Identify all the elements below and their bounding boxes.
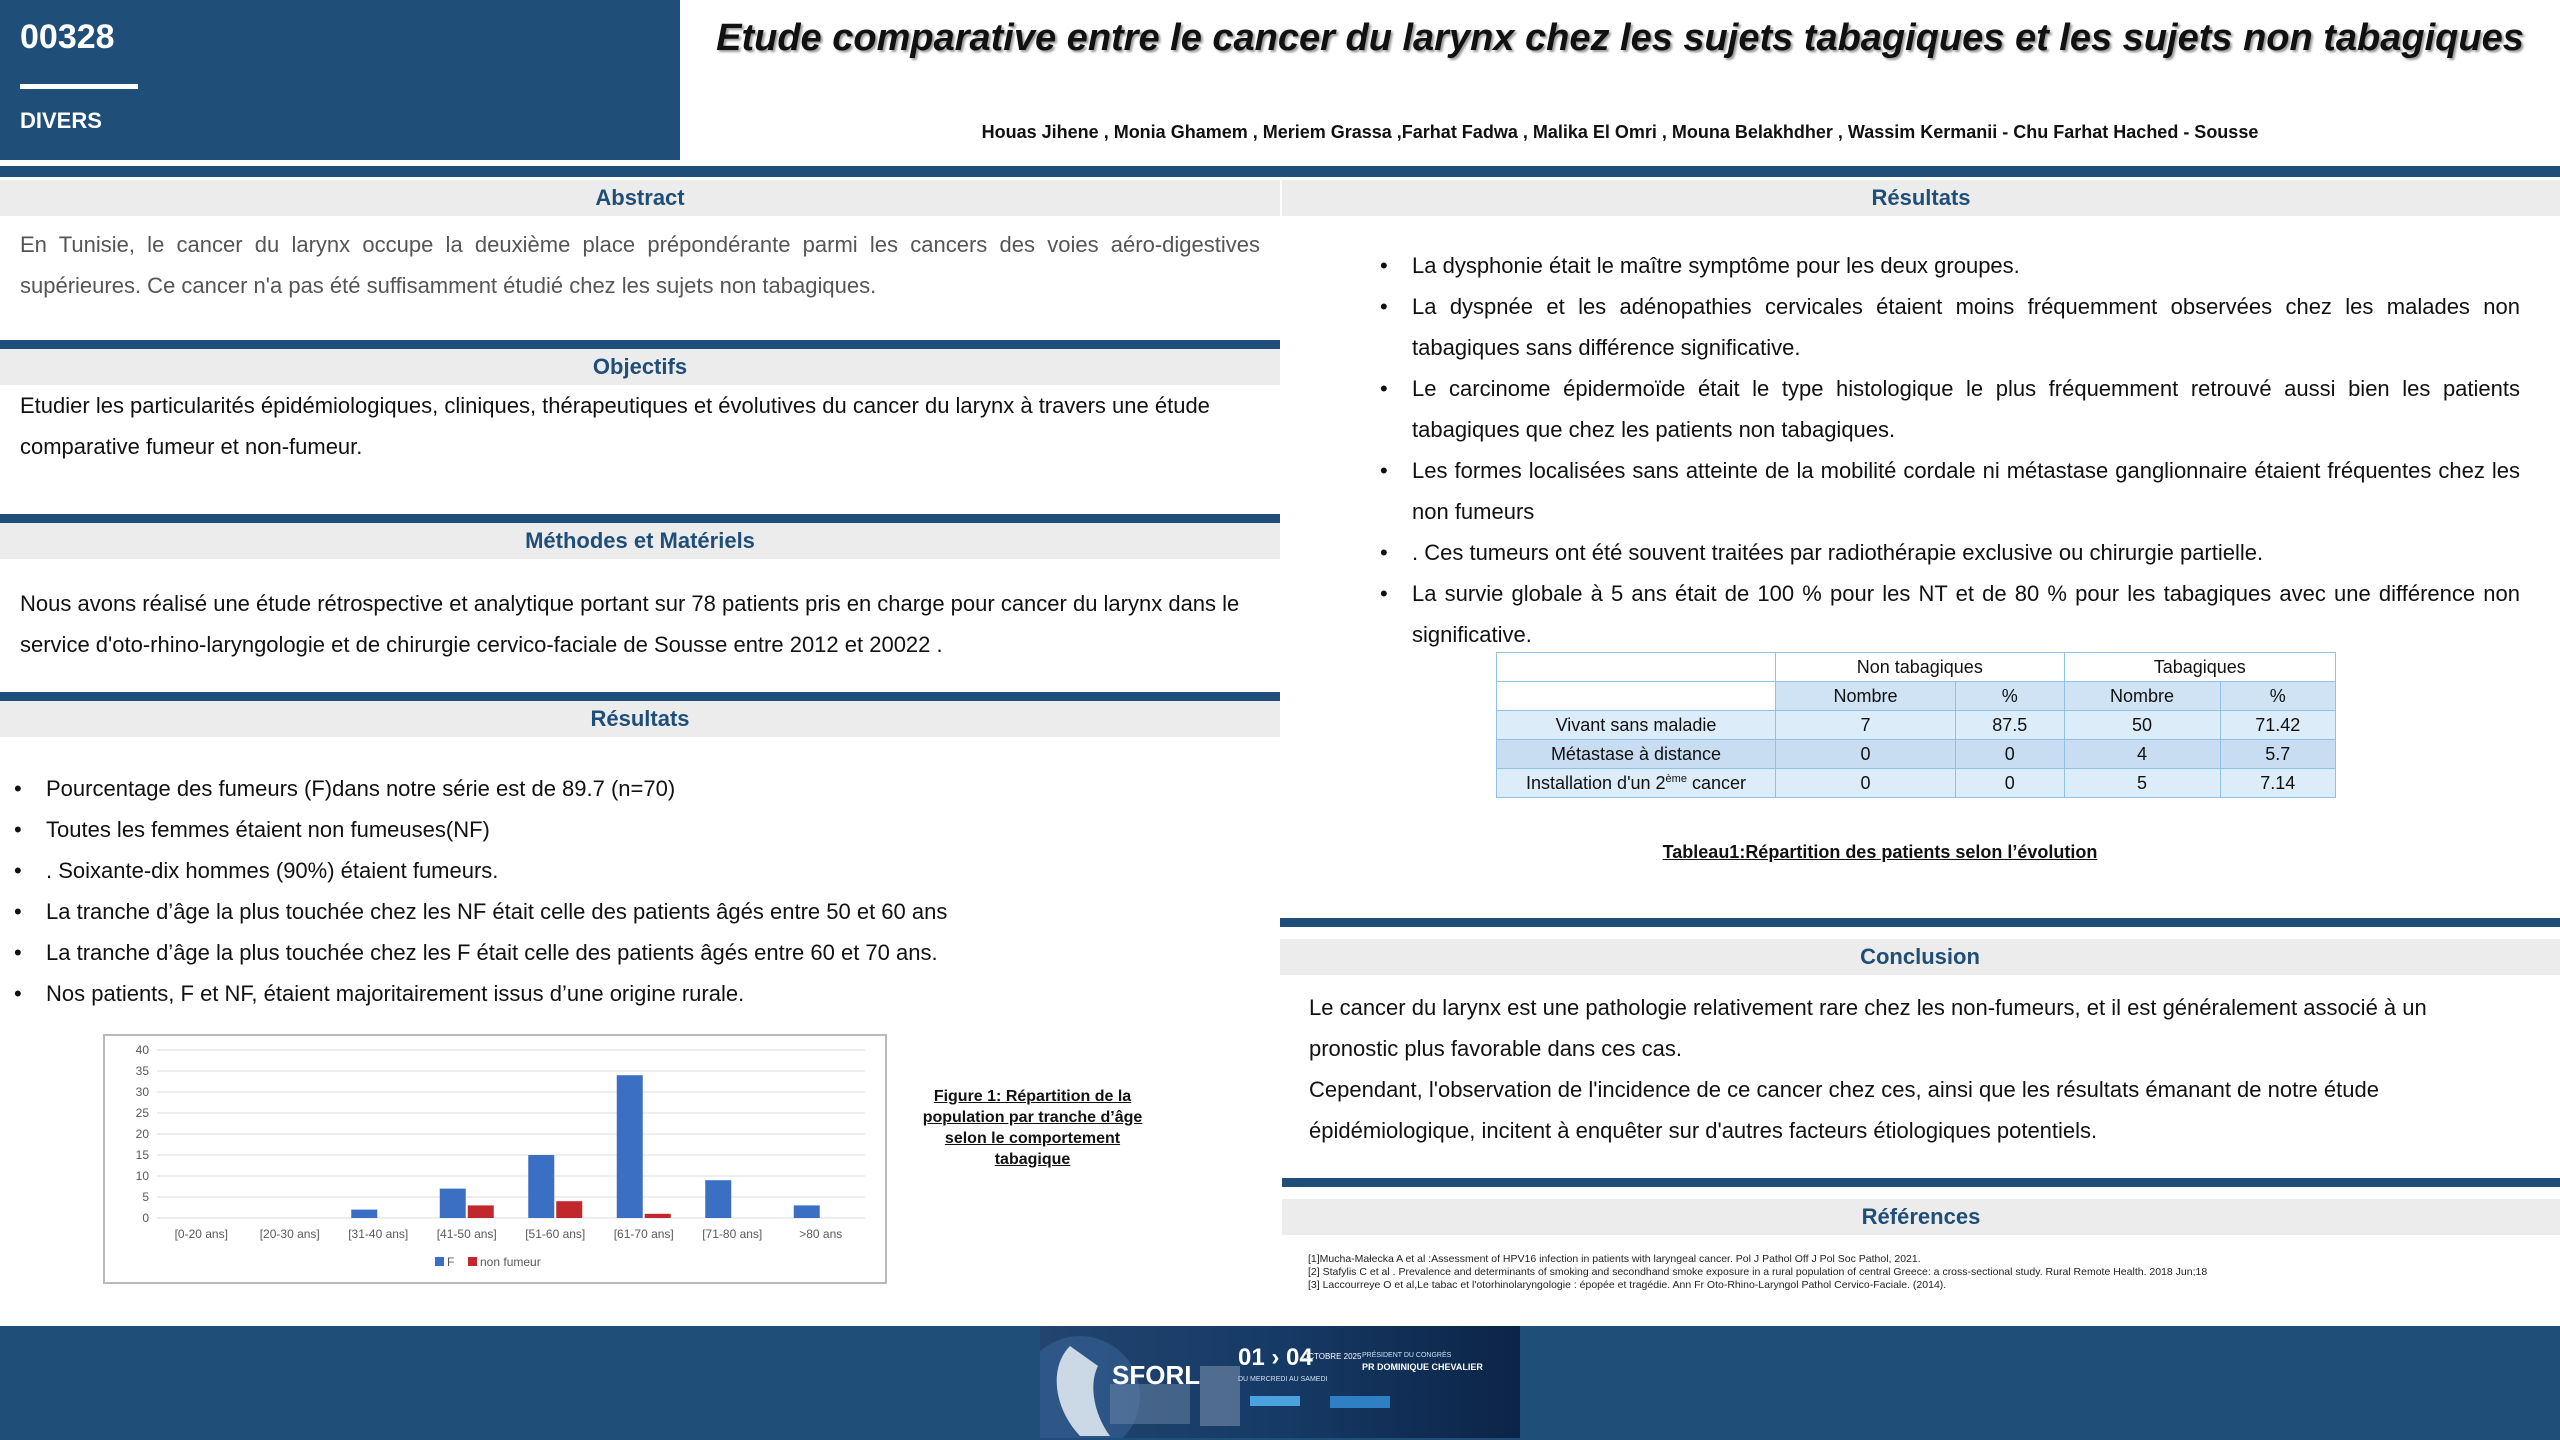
poster-id-box	[0, 0, 680, 160]
table-cell: 0	[1776, 740, 1956, 769]
list-item: • Nos patients, F et NF, étaient majoritairement issus d’une origine rurale.	[46, 973, 1256, 1014]
table-row	[1497, 711, 2336, 740]
x-tick-label: [0-20 ans]	[174, 1227, 228, 1241]
x-tick-label: [20-30 ans]	[259, 1227, 320, 1241]
list-item: • La tranche d’âge la plus touchée chez les NF était celle des patients âgés entre 50 et 60 ans	[46, 891, 1256, 932]
resultats-left-section	[0, 692, 1280, 737]
table-row	[1497, 769, 2336, 798]
bar-F	[794, 1205, 820, 1218]
references-heading: Références	[1282, 1199, 2560, 1235]
y-tick-label: 40	[135, 1043, 149, 1057]
bar-F	[528, 1155, 554, 1218]
bar-non-fumeur	[556, 1201, 582, 1218]
bar-non-fumeur	[645, 1214, 671, 1218]
poster-number: 00328	[20, 18, 115, 56]
bar-non-fumeur	[468, 1205, 494, 1218]
congress-banner	[1040, 1326, 1520, 1438]
methodes-section	[0, 514, 1280, 665]
resultats-right-heading: Résultats	[1282, 180, 2560, 216]
table-cell: 7	[1776, 711, 1956, 740]
section-divider	[0, 514, 1280, 523]
table-cell: 7.14	[2220, 769, 2335, 798]
table-group-header: Non tabagiques	[1776, 653, 2065, 682]
list-item: • Pourcentage des fumeurs (F)dans notre série est de 89.7 (n=70)	[46, 768, 1256, 809]
list-item: • . Soixante-dix hommes (90%) étaient fumeurs.	[46, 850, 1256, 891]
banner-logo: SFORL	[1112, 1360, 1201, 1390]
section-divider	[1280, 918, 2560, 927]
id-divider	[20, 84, 138, 89]
x-tick-label: >80 ans	[799, 1227, 843, 1241]
y-tick-label: 5	[142, 1190, 149, 1204]
chart-canvas	[105, 1036, 885, 1282]
reference-item: [3] Laccourreye O et al,Le tabac et l'otorhinolaryngologie : épopée et tragédie. Ann Fr Oto-Rhino-Laryngol Pathol Cervico-Faciale. (2014).	[1308, 1279, 1947, 1291]
list-item: • La dysphonie était le maître symptôme pour les deux groupes.	[1412, 245, 2520, 286]
row-label-end: cancer	[1686, 772, 1746, 793]
age-distribution-chart	[103, 1034, 887, 1284]
table-cell: 0	[1955, 740, 2064, 769]
resultats-left-list	[46, 768, 1256, 1014]
list-item: • Les formes localisées sans atteinte de la mobilité cordale ni métastase ganglionnaire étaient fréquentes chez les non fumeurs	[1412, 450, 2520, 532]
banner-month: OCTOBRE 2025	[1302, 1352, 1362, 1361]
banner-dates: 01 › 04	[1238, 1344, 1313, 1371]
list-item: • . Ces tumeurs ont été souvent traitées par radiothérapie exclusive ou chirurgie partielle.	[1412, 532, 2520, 573]
references-section	[1282, 1178, 2560, 1292]
bar-F	[440, 1189, 466, 1218]
table-cell: 0	[1776, 769, 1956, 798]
abstract-text: En Tunisie, le cancer du larynx occupe la deuxième place prépondérante parmi les cancers des voies aéro-digestives supérieures. Ce cancer n'a pas été suffisamment étudié chez les sujets non tabagiques.	[20, 232, 1260, 298]
references-list	[1282, 1235, 2560, 1292]
objectifs-heading: Objectifs	[0, 349, 1280, 385]
banner-president: PR DOMINIQUE CHEVALIER	[1362, 1362, 1483, 1372]
x-tick-label: [31-40 ans]	[348, 1227, 409, 1241]
row-label-sup: ème	[1665, 772, 1687, 785]
x-tick-label: [41-50 ans]	[436, 1227, 497, 1241]
list-item: • Toutes les femmes étaient non fumeuses(NF)	[46, 809, 1256, 850]
objectifs-text: Etudier les particularités épidémiologiques, cliniques, thérapeutiques et évolutives du cancer du larynx à travers une étude comparative fumeur et non-fumeur.	[20, 393, 1210, 459]
row-label-text: Installation d'un 2	[1526, 772, 1666, 793]
bar-F	[617, 1075, 643, 1218]
figure-caption: Figure 1: Répartition de la population par tranche d’âge selon le comportement tabagique	[922, 1088, 1143, 1168]
table-subheader: %	[1955, 682, 2064, 711]
list-item: • La dyspnée et les adénopathies cervicales étaient moins fréquemment observées chez les malades non tabagiques sans différence significative.	[1412, 286, 2520, 368]
table-corner	[1497, 682, 1776, 711]
y-tick-label: 35	[135, 1064, 149, 1078]
reference-item: [2] Stafylis C et al . Prevalence and determinants of smoking and secondhand smoke exposure in a rural population of central Greece: a cross-sectional study. Rural Remote Health. 2018 Jun;18	[1308, 1266, 2208, 1278]
conclusion-section	[1280, 918, 2560, 1151]
conclusion-heading: Conclusion	[1280, 939, 2560, 975]
poster-authors: Houas Jihene , Monia Ghamem , Meriem Grassa ,Farhat Fadwa , Malika El Omri , Mouna Belakhdher , Wassim Kermanii - Chu Farhat Hached - Sousse	[981, 122, 2259, 142]
x-tick-label: [71-80 ans]	[702, 1227, 763, 1241]
reference-item: [1]Mucha-Małecka A et al :Assessment of HPV16 infection in patients with laryngeal cancer. Pol J Pathol Off J Pol Soc Pathol, 2021.	[1308, 1253, 1921, 1265]
y-tick-label: 20	[135, 1127, 149, 1141]
section-divider	[1282, 1178, 2560, 1187]
list-item: • La tranche d’âge la plus touchée chez les F était celle des patients âgés entre 60 et 70 ans.	[46, 932, 1256, 973]
poster-category: DIVERS	[20, 108, 102, 133]
table-cell: 71.42	[2220, 711, 2335, 740]
table-cell: 50	[2064, 711, 2220, 740]
resultats-left-heading: Résultats	[0, 701, 1280, 737]
methodes-heading: Méthodes et Matériels	[0, 523, 1280, 559]
abstract-heading: Abstract	[0, 180, 1280, 216]
list-item: • Le carcinome épidermoïde était le type histologique le plus fréquemment retrouvé aussi bien les patients tabagiques que chez les patients non tabagiques.	[1412, 368, 2520, 450]
table-cell: 4	[2064, 740, 2220, 769]
resultats-right-section	[1282, 180, 2560, 216]
conclusion-p2: Cependant, l'observation de l'incidence de ce cancer chez ces, ainsi que les résultats émanant de notre étude épidémiologique, incitent à enquêter sur d'autres facteurs étiologiques potentiels.	[1309, 1077, 2379, 1143]
evolution-table	[1496, 652, 2336, 798]
legend-label: non fumeur	[480, 1255, 541, 1269]
table-subheader: Nombre	[2064, 682, 2220, 711]
x-tick-label: [51-60 ans]	[525, 1227, 586, 1241]
table-corner	[1497, 653, 1776, 682]
methodes-text: Nous avons réalisé une étude rétrospective et analytique portant sur 78 patients pris en charge pour cancer du larynx dans le service d'oto-rhino-laryngologie et de chirurgie cervico-faciale de Sousse entre 2012 et 20022 .	[20, 591, 1240, 657]
section-divider	[0, 692, 1280, 701]
banner-sub: DU MERCREDI AU SAMEDI	[1238, 1376, 1328, 1383]
table-cell: 5.7	[2220, 740, 2335, 769]
legend-label: F	[447, 1255, 455, 1269]
y-tick-label: 25	[135, 1106, 149, 1120]
list-item: • La survie globale à 5 ans était de 100 % pour les NT et de 80 % pour les tabagiques avec une différence non significative.	[1412, 573, 2520, 655]
resultats-right-list	[1412, 245, 2520, 655]
row-label: Vivant sans maladie	[1497, 711, 1776, 740]
banner-president-label: PRÉSIDENT DU CONGRÈS	[1362, 1352, 1452, 1359]
y-tick-label: 15	[135, 1148, 149, 1162]
table-subheader: Nombre	[1776, 682, 1956, 711]
legend-swatch	[435, 1257, 444, 1266]
table-subheader: %	[2220, 682, 2335, 711]
poster-title: Etude comparative entre le cancer du larynx chez les sujets tabagiques et les sujets non tabagiques	[716, 17, 2524, 59]
table-group-header: Tabagiques	[2064, 653, 2335, 682]
conclusion-p1: Le cancer du larynx est une pathologie relativement rare chez les non-fumeurs, et il est généralement associé à un pronostic plus favorable dans ces cas.	[1309, 995, 2427, 1061]
table-cell: 5	[2064, 769, 2220, 798]
table-cell: 0	[1955, 769, 2064, 798]
table-caption: Tableau1:Répartition des patients selon l’évolution	[1662, 842, 2098, 862]
header-divider	[0, 166, 2560, 177]
row-label: Métastase à distance	[1497, 740, 1776, 769]
y-tick-label: 10	[135, 1169, 149, 1183]
table-cell: 87.5	[1955, 711, 2064, 740]
x-tick-label: [61-70 ans]	[613, 1227, 674, 1241]
table-row	[1497, 740, 2336, 769]
y-tick-label: 30	[135, 1085, 149, 1099]
abstract-section	[0, 180, 1280, 306]
section-divider	[0, 340, 1280, 349]
row-label	[1497, 769, 1776, 798]
bar-F	[351, 1210, 377, 1218]
objectifs-section	[0, 340, 1280, 467]
bar-F	[705, 1180, 731, 1218]
legend-swatch	[468, 1257, 477, 1266]
y-tick-label: 0	[142, 1211, 149, 1225]
